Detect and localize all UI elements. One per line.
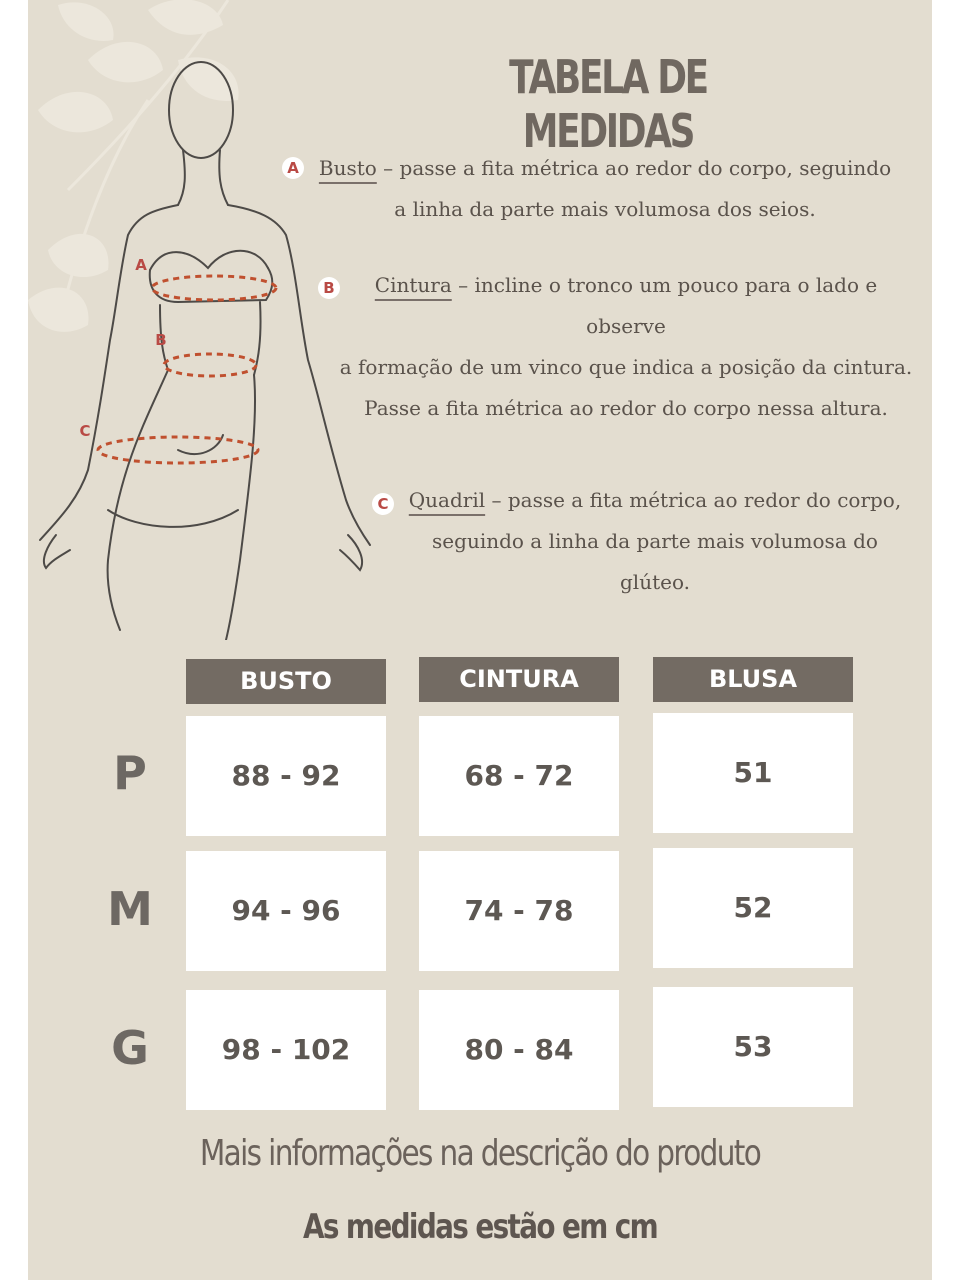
- column-header-busto: BUSTO: [186, 659, 386, 704]
- size-label-m: M: [107, 882, 153, 936]
- instruction-cintura: [328, 265, 924, 429]
- size-chart-panel: [28, 0, 932, 1280]
- instruction-marker-b: B: [318, 277, 340, 299]
- table-cell: 74 - 78: [419, 851, 619, 971]
- table-cell: 52: [653, 848, 853, 968]
- instruction-busto: [300, 148, 910, 230]
- instruction-label-cintura: Cintura: [374, 273, 452, 297]
- instruction-label-busto: Busto: [318, 156, 377, 180]
- instruction-text: – passe a fita métrica ao redor do corpo, seguindo: [383, 156, 892, 180]
- footer-units: As medidas estão em cm: [302, 1207, 658, 1247]
- table-cell: 88 - 92: [186, 716, 386, 836]
- instruction-text: – incline o tronco um pouco para o lado e: [458, 273, 878, 297]
- instruction-text: a formação de um vinco que indica a posição da cintura.: [339, 355, 913, 379]
- size-label-g: G: [111, 1021, 149, 1075]
- figure-marker-b: B: [155, 331, 167, 349]
- page-title: TABELA DE MEDIDAS: [509, 50, 707, 158]
- instruction-quadril: [390, 480, 920, 603]
- figure-marker-c: C: [79, 422, 91, 440]
- table-cell: 94 - 96: [186, 851, 386, 971]
- instruction-text: seguindo a linha da parte mais volumosa do: [432, 529, 878, 553]
- table-cell: 98 - 102: [186, 990, 386, 1110]
- figure-marker-a: A: [135, 256, 147, 274]
- instruction-label-quadril: Quadril: [408, 488, 486, 512]
- column-header-blusa: BLUSA: [653, 657, 853, 702]
- table-cell: 68 - 72: [419, 716, 619, 836]
- instruction-marker-c: C: [372, 493, 394, 515]
- table-cell: 53: [653, 987, 853, 1107]
- table-cell: 80 - 84: [419, 990, 619, 1110]
- size-label-p: P: [113, 746, 147, 800]
- instruction-text: glúteo.: [620, 570, 690, 594]
- instruction-text: a linha da parte mais volumosa dos seios.: [394, 197, 816, 221]
- instruction-text: observe: [586, 314, 666, 338]
- column-header-cintura: CINTURA: [419, 657, 619, 702]
- table-cell: 51: [653, 713, 853, 833]
- instruction-text: – passe a fita métrica ao redor do corpo,: [491, 488, 902, 512]
- instruction-marker-a: A: [282, 157, 304, 179]
- instruction-text: Passe a fita métrica ao redor do corpo nessa altura.: [364, 396, 888, 420]
- footer-info: Mais informações na descrição do produto: [199, 1133, 761, 1174]
